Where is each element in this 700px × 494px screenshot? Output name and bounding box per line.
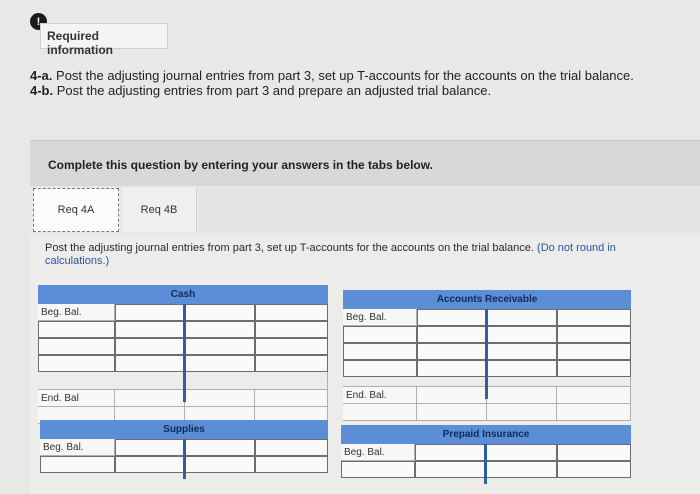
tab-bar bbox=[30, 188, 700, 234]
supplies-row2-label-input[interactable] bbox=[40, 456, 115, 473]
ar-row2-label-input[interactable] bbox=[343, 326, 417, 343]
cash-row4-credit-input[interactable] bbox=[255, 355, 328, 372]
ar-row4-label-input[interactable] bbox=[343, 360, 417, 377]
rounding-note-cont: calculations.) bbox=[45, 255, 110, 267]
taccount-ar-title: Accounts Receivable bbox=[343, 290, 631, 309]
tab-req-4b[interactable]: Req 4B bbox=[122, 188, 197, 232]
ar-t-divider bbox=[485, 309, 488, 399]
ar-debit-beg-input[interactable] bbox=[417, 309, 487, 326]
supplies-row2-credit-input[interactable] bbox=[255, 456, 328, 473]
prepaid-debit-beg-input[interactable] bbox=[415, 444, 485, 461]
ar-row2-debit-input[interactable] bbox=[417, 326, 487, 343]
cash-end-credit-label bbox=[185, 390, 255, 407]
taccount-prepaid-insurance bbox=[341, 425, 631, 494]
ar-credit-amount-input[interactable] bbox=[557, 309, 631, 326]
cash-row2-label-input[interactable] bbox=[38, 321, 115, 338]
cash-row4-credit-label-input[interactable] bbox=[185, 355, 255, 372]
ar-total-credit bbox=[557, 404, 631, 421]
cash-end-label: End. Bal bbox=[38, 390, 115, 407]
ar-row3-label-input[interactable] bbox=[343, 343, 417, 360]
prepaid-row2-credit-label-input[interactable] bbox=[485, 461, 557, 478]
cash-row4-label-input[interactable] bbox=[38, 355, 115, 372]
required-information-tab[interactable]: Required information bbox=[40, 23, 168, 49]
cash-row2-credit-input[interactable] bbox=[255, 321, 328, 338]
supplies-credit-amount-input[interactable] bbox=[255, 439, 328, 456]
taccount-supplies-title: Supplies bbox=[40, 420, 328, 439]
taccount-cash bbox=[38, 285, 328, 420]
supplies-row2-debit-input[interactable] bbox=[115, 456, 185, 473]
ar-total-debit bbox=[417, 404, 487, 421]
cash-beg-label: Beg. Bal. bbox=[38, 304, 115, 321]
ar-row3-credit-label-input[interactable] bbox=[487, 343, 557, 360]
cash-row3-credit-label-input[interactable] bbox=[185, 338, 255, 355]
supplies-row2-credit-label-input[interactable] bbox=[185, 456, 255, 473]
question-text: Post the adjusting journal entries from part 3, set up T-accounts for the accounts on the trial balance. (Do not round in calculations.) bbox=[45, 242, 616, 267]
tab-bar-filler bbox=[198, 188, 700, 232]
ar-row3-credit-input[interactable] bbox=[557, 343, 631, 360]
taccount-cash-title: Cash bbox=[38, 285, 328, 304]
cash-row2-credit-label-input[interactable] bbox=[185, 321, 255, 338]
cash-credit-amount-input[interactable] bbox=[255, 304, 328, 321]
ar-total-credit-label bbox=[487, 404, 557, 421]
ar-row4-debit-input[interactable] bbox=[417, 360, 487, 377]
cash-row3-debit-input[interactable] bbox=[115, 338, 185, 355]
supplies-credit-label-input[interactable] bbox=[185, 439, 255, 456]
prepaid-row2-credit-input[interactable] bbox=[557, 461, 631, 478]
ar-total-label bbox=[343, 404, 417, 421]
instruction-4b: 4-b. Post the adjusting entries from part 3 and prepare an adjusted trial balance. bbox=[30, 83, 492, 98]
ar-row4-credit-label-input[interactable] bbox=[487, 360, 557, 377]
cash-row3-label-input[interactable] bbox=[38, 338, 115, 355]
prepaid-credit-label-input[interactable] bbox=[485, 444, 557, 461]
cash-row4-debit-input[interactable] bbox=[115, 355, 185, 372]
taccount-supplies bbox=[40, 420, 328, 494]
ar-end-credit-label bbox=[487, 387, 557, 404]
cash-row2-debit-input[interactable] bbox=[115, 321, 185, 338]
ar-end-label: End. Bal. bbox=[343, 387, 417, 404]
prepaid-credit-amount-input[interactable] bbox=[557, 444, 631, 461]
alert-icon: ! bbox=[30, 13, 47, 30]
complete-banner: Complete this question by entering your answers in the tabs below. bbox=[30, 140, 700, 186]
ar-row2-credit-label-input[interactable] bbox=[487, 326, 557, 343]
ar-beg-label: Beg. Bal. bbox=[343, 309, 417, 326]
cash-credit-label-input[interactable] bbox=[185, 304, 255, 321]
ar-end-debit bbox=[417, 387, 487, 404]
cash-t-divider bbox=[183, 304, 186, 402]
cash-end-credit bbox=[255, 390, 328, 407]
rounding-note: (Do not round in bbox=[537, 242, 616, 254]
tab-req-4a[interactable]: Req 4A bbox=[33, 188, 119, 232]
prepaid-row2-label-input[interactable] bbox=[341, 461, 415, 478]
prepaid-t-divider bbox=[484, 444, 487, 484]
supplies-debit-beg-input[interactable] bbox=[115, 439, 185, 456]
ar-row4-credit-input[interactable] bbox=[557, 360, 631, 377]
supplies-t-divider bbox=[183, 439, 186, 479]
cash-end-debit bbox=[115, 390, 185, 407]
supplies-beg-label: Beg. Bal. bbox=[40, 439, 115, 456]
prepaid-row2-debit-input[interactable] bbox=[415, 461, 485, 478]
instruction-4a: 4-a. Post the adjusting journal entries from part 3, set up T-accounts for the accounts on the trial balance. bbox=[30, 68, 634, 83]
ar-row2-credit-input[interactable] bbox=[557, 326, 631, 343]
ar-credit-label-input[interactable] bbox=[487, 309, 557, 326]
instructions bbox=[30, 68, 680, 98]
taccount-prepaid-insurance-title: Prepaid Insurance bbox=[341, 425, 631, 444]
prepaid-beg-label: Beg. Bal. bbox=[341, 444, 415, 461]
cash-row3-credit-input[interactable] bbox=[255, 338, 328, 355]
cash-debit-beg-input[interactable] bbox=[115, 304, 185, 321]
ar-end-credit bbox=[557, 387, 631, 404]
ar-row3-debit-input[interactable] bbox=[417, 343, 487, 360]
taccount-accounts-receivable bbox=[343, 290, 631, 420]
